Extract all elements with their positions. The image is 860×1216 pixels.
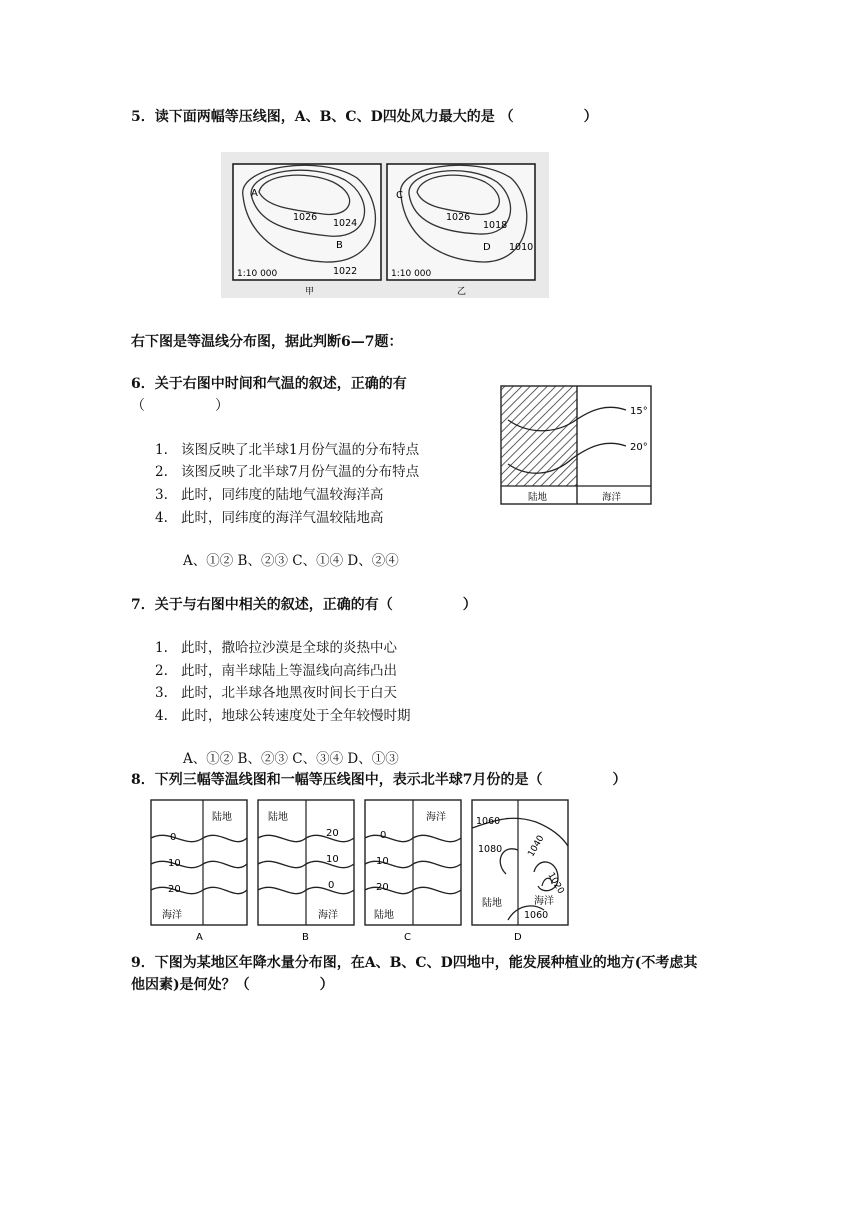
q7-option-1-num: 1. [155,640,168,656]
q6-option-1-text: 该图反映了北半球1月份气温的分布特点 [181,442,420,458]
fig8-a-iso-10: 10 [168,858,181,869]
fig67-land-label: 陆地 [528,492,548,503]
q6-option-3 [155,483,384,503]
fig5-left-isobar-1026: 1026 [293,212,318,223]
fig8-c-caption: C [404,932,411,943]
q6-option-3-num: 3. [155,487,168,503]
q7-option-3-num: 3. [155,685,168,701]
fig8-d-isobar-1060-bottom: 1060 [524,910,549,921]
fig5-left-caption: 甲 [305,287,315,297]
q6-option-1 [155,438,419,458]
q6-option-1-num: 1. [155,442,168,458]
fig8-d-isobar-1080: 1080 [478,844,503,855]
fig8-a-iso-20: 20 [168,884,181,895]
fig8-a-iso-0: 0 [170,832,177,843]
fig5-right-isobar-1026: 1026 [446,212,471,223]
fig8-a-land: 陆地 [212,812,232,823]
fig8-d-ocean: 海洋 [534,896,554,907]
fig8-b-caption: B [302,932,309,943]
q6-option-4 [155,506,384,526]
question-9-line1: 9．下图为某地区年降水量分布图，在A、B、C、D四地中，能发展种植业的地方(不考虑其 [131,955,698,971]
fig8-d-isobar-1060-top: 1060 [476,816,501,827]
fig5-right-isobar-1018: 1018 [483,220,508,231]
fig8-d-caption: D [514,932,522,943]
fig5-right-label-d: D [483,242,491,253]
q7-option-3 [155,681,397,701]
q7-answer-choices: A、①② B、②③ C、③④ D、①③ [183,751,399,767]
fig8-b-iso-20: 20 [326,828,339,839]
fig5-left-isobar-1024: 1024 [333,218,358,229]
fig5-right-isobar-1010: 1010 [509,242,534,253]
fig8-d-isobar-1020: 1020 [545,871,566,896]
fig8-d-land: 陆地 [482,898,502,909]
fig67-isotherm-20: 20° [630,442,648,453]
isobar-figure-q5 [221,152,549,298]
q6-option-2 [155,460,419,480]
q7-option-2-num: 2. [155,663,168,679]
q7-option-2 [155,659,397,679]
q7-option-1 [155,636,397,656]
fig67-ocean-label: 海洋 [602,492,622,503]
question-6-line2: （ ） [131,398,229,414]
fig67-isotherm-15: 15° [630,406,648,417]
q7-option-2-text: 此时，南半球陆上等温线向高纬凸出 [181,663,397,679]
figure-q8-panels [146,794,576,944]
q6-option-2-num: 2. [155,464,168,480]
fig5-right-caption: 乙 [457,287,467,297]
q7-option-4-num: 4. [155,708,168,724]
q6-option-4-num: 4. [155,510,168,526]
fig5-right-scale: 1:10 000 [391,269,432,279]
fig8-c-iso-10: 10 [376,856,389,867]
question-7: 7．关于与右图中相关的叙述，正确的有（ ） [131,597,477,613]
fig5-left-isobar-1022: 1022 [333,266,358,277]
fig8-b-iso-10: 10 [326,854,339,865]
fig8-c-iso-0: 0 [380,830,387,841]
q7-option-4 [155,704,411,724]
q7-option-3-text: 此时，北半球各地黑夜时间长于白天 [181,685,397,701]
question-5: 5．读下面两幅等压线图，A、B、C、D四处风力最大的是 （ ） [131,109,598,125]
q7-option-1-text: 此时，撒哈拉沙漠是全球的炎热中心 [181,640,397,656]
q6-option-4-text: 此时，同纬度的海洋气温较陆地高 [181,510,384,526]
question-9-line2: 他因素)是何处？（ ） [131,977,334,993]
q7-option-4-text: 此时，地球公转速度处于全年较慢时期 [181,708,411,724]
fig8-a-ocean: 海洋 [162,910,182,921]
fig8-b-ocean: 海洋 [318,910,338,921]
fig8-b-iso-0: 0 [328,880,335,891]
q6-answer-choices: A、①② B、②③ C、①④ D、②④ [183,553,399,569]
fig8-c-ocean: 海洋 [426,812,446,823]
fig5-left-label-a: A [251,188,258,199]
intro-q6-q7: 右下图是等温线分布图，据此判断6—7题： [131,334,403,350]
fig8-c-land: 陆地 [374,910,394,921]
fig5-left-scale: 1:10 000 [237,269,278,279]
question-6-line1: 6．关于右图中时间和气温的叙述，正确的有 [131,376,407,392]
q6-option-3-text: 此时，同纬度的陆地气温较海洋高 [181,487,384,503]
question-8: 8．下列三幅等温线图和一幅等压线图中，表示北半球7月份的是（ ） [131,772,627,788]
fig8-a-caption: A [196,932,203,943]
isotherm-figure-q6-q7 [498,384,654,508]
fig5-right-label-c: C [396,190,403,201]
fig5-left-label-b: B [336,240,343,251]
fig8-b-land: 陆地 [268,812,288,823]
fig8-d-isobar-1040: 1040 [526,833,547,859]
fig8-c-iso-20: 20 [376,882,389,893]
q6-option-2-text: 该图反映了北半球7月份气温的分布特点 [181,464,420,480]
